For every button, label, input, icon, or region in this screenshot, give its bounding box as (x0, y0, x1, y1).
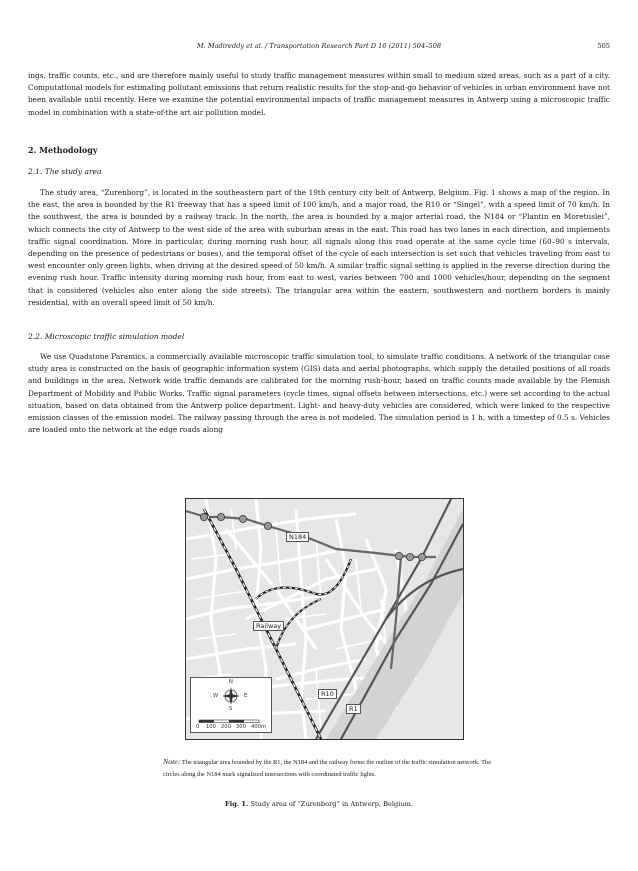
label-n184: N184 (286, 532, 309, 542)
caption-label: Fig. 1. (225, 800, 249, 808)
running-title: M. Madireddy et al. / Transportation Research Part D 16 (2011) 504–508 (196, 42, 442, 50)
compass-scale-box (190, 677, 272, 733)
intersection-circle (406, 553, 413, 560)
study-area-map (185, 498, 464, 740)
label-r1: R1 (346, 704, 361, 714)
intersection-circle (395, 552, 402, 559)
page-number: 505 (597, 42, 610, 50)
intersection-circle (264, 522, 271, 529)
intersection-circle (200, 513, 207, 520)
label-r10: R10 (318, 689, 337, 699)
simulation-paragraph: We use Quadstone Paramics, a commercially available microscopic traffic simulation tool, to simulate traffic conditions. A network of the triangular case study area is constructed on the basis of geographic information system (GIS) data and aerial photographs, which supply the detailed positions of all roads and buildings in the area. Network wide traffic demands are calibrated for the morning rush-hour, based on traffic counts made available by the Flemish Department of Mobility and Public Works. Traffic signal parameters (cycle times, signal offsets between intersections, etc.) were set according to the actual situation, based on data obtained from the Antwerp police department. Light- and heavy-duty vehicles are considered, which were linked to the respective emission classes of the emission model. The railway passing through the area is not modeled. The simulation period is 1 h, with a timestep of 0.5 s. Vehicles are loaded onto the network at the edge roads along (28, 352, 610, 435)
scale-tick-100: 100 (206, 724, 216, 730)
intersection-circle (418, 553, 425, 560)
intro-paragraph: ings, traffic counts, etc., and are therefore mainly useful to study traffic management measures within small to medium sized areas, such as a part of a city. Computational models for estimating pollutant emissions that return realistic results for the stop-and-go behavior of vehicles in urban environment have not been available until recently. Here we examine the potential environmental impacts of traffic management measures in Antwerp using a microscopic traffic model in combination with a state-of-the art air pollution model. (28, 71, 610, 117)
study-area-paragraph: The study area, “Zurenborg”, is located in the southeastern part of the 19th century city belt of Antwerp, Belgium. Fig. 1 shows a map of the region. In the east, the area is bounded by the R1 freeway that has a speed limit of 100 km/h, and a major road, the R10 or “Singel”, with a speed limit of 70 km/h. In the southwest, the area is bounded by a railway track. In the north, the area is bounded by a major arterial road, the N184 or “Plantin en Moretuslei”, which connects the city of Antwerp to the west side of the area with suburban areas in the east. This road has two lanes in each direction, and implements traffic signal coordination. More in particular, during morning rush hour, all signals along this road operate at the same cycle time (60–90 s intervals, depending on the presence of pedestrians or buses), and the temporal offset of the cycle of each intersection is set such that vehicles traveling from east to west encounter only green lights, when driving at the desired speed of 50 km/h. A similar traffic signal setting is applied in the reverse direction during the evening rush hour. Traffic intensity during morning rush hour, from east to west, varies between 700 and 1000 vehicles/hour, depending on the segment that is considered (vehicles also enter along the side streets). The triangular area within the eastern, southwestern and northern borders is mainly residential, with an overall speed limit of 50 km/h. (28, 188, 610, 307)
note-text: The triangular area bounded by the R1, the N184 and the railway forms the outline of the traffic simulation network. The circles along the N184 mark signalized intersections with coordinated traffic lights. (163, 759, 492, 778)
note-label: Note: (163, 757, 181, 766)
running-header (28, 42, 610, 54)
intersection-circle (217, 513, 224, 520)
figure-note (163, 756, 493, 781)
scale-tick-0: 0 (196, 724, 200, 730)
intersection-circle (239, 515, 246, 522)
subsection-heading-study-area: 2.1. The study area (28, 167, 102, 176)
label-railway: Railway (253, 621, 284, 631)
scale-tick-400m: 400m (251, 724, 266, 730)
figure-caption (0, 800, 638, 808)
compass-w: W (213, 693, 219, 699)
section-heading: 2. Methodology (28, 145, 98, 155)
subsection-heading-simulation: 2.2. Microscopic traffic simulation model (28, 332, 185, 341)
scale-tick-200: 200 (221, 724, 231, 730)
caption-text: Study area of “Zurenborg” in Antwerp, Belgium. (250, 800, 413, 808)
compass-n: N (229, 679, 233, 685)
compass-s: S (229, 706, 233, 712)
scale-tick-300: 300 (236, 724, 246, 730)
compass-e: E (244, 693, 248, 699)
